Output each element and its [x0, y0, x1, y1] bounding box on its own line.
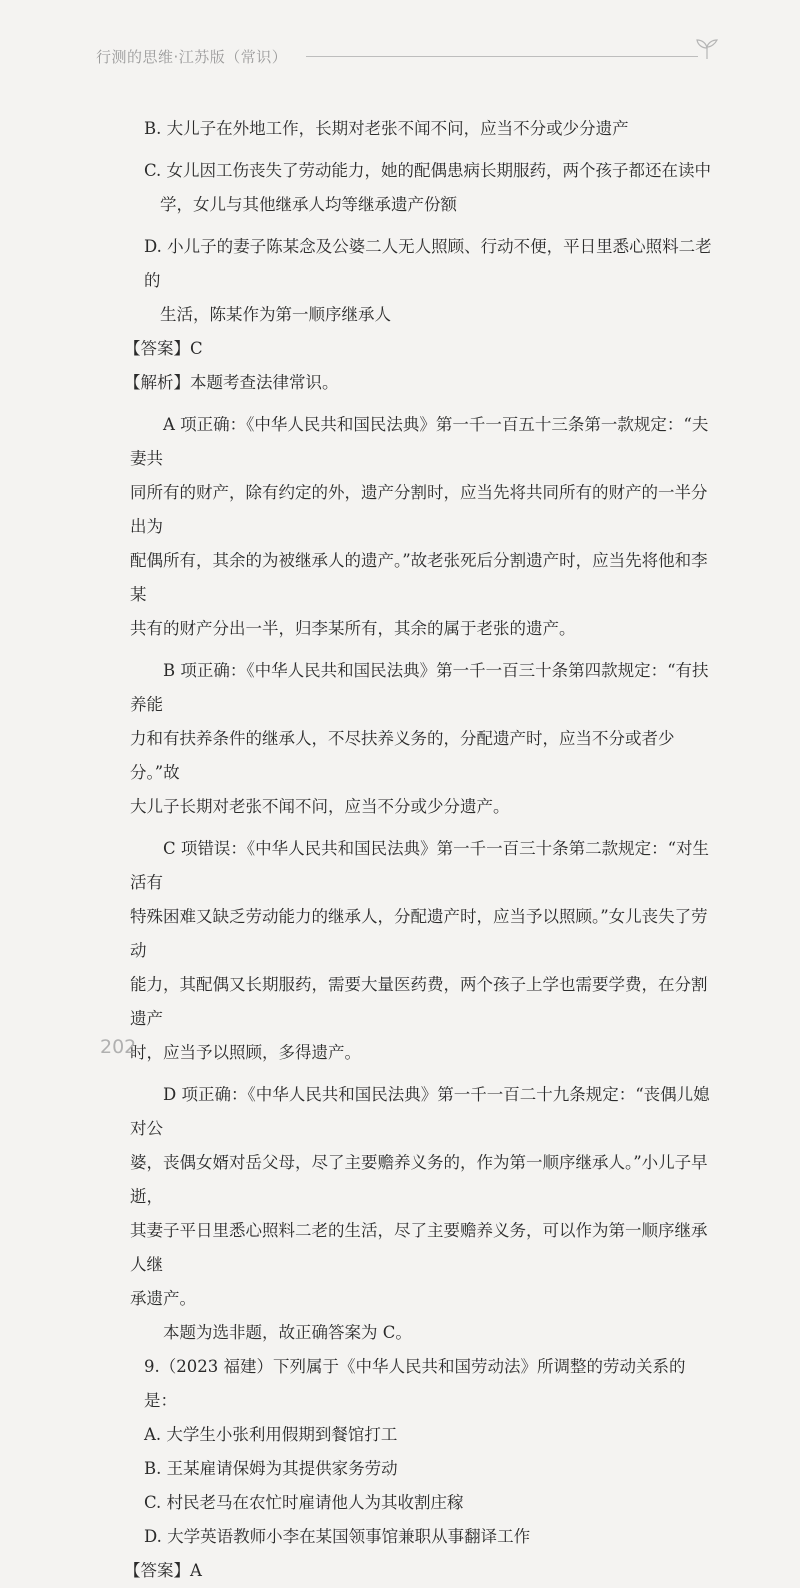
text-line: 承遗产。: [130, 1289, 196, 1308]
question-9-answer: 【答案】A: [124, 1561, 202, 1580]
analysis-paragraph-a: [130, 408, 712, 646]
option-c-line2: 学，女儿与其他继承人均等继承遗产份额: [160, 195, 457, 214]
conclusion: 本题为选非题，故正确答案为 C。: [163, 1323, 412, 1342]
text-line: 配偶所有，其余的为被继承人的遗产。”故老张死后分割遗产时，应当先将他和李某: [130, 551, 708, 604]
running-header: [96, 44, 716, 68]
header-rule: [306, 56, 698, 57]
option-d-line2: 生活，陈某作为第一顺序继承人: [160, 305, 391, 324]
page-number: 202: [100, 1036, 137, 1058]
text-line: 特殊困难又缺乏劳动能力的继承人，分配遗产时，应当予以照顾。”女儿丧失了劳动: [130, 907, 708, 960]
header-title: 行测的思维·江苏版（常识）: [96, 48, 288, 66]
question-9-option-a: A. 大学生小张利用假期到餐馆打工: [144, 1425, 398, 1444]
text-line: B 项正确：《中华人民共和国民法典》第一千一百三十条第四款规定：“有扶养能: [130, 661, 709, 714]
analysis-paragraph-d: [130, 1078, 712, 1316]
text-line: C 项错误：《中华人民共和国民法典》第一千一百三十条第二款规定：“对生活有: [130, 839, 710, 892]
question-9-option-d: D. 大学英语教师小李在某国领事馆兼职从事翻译工作: [144, 1527, 531, 1546]
analysis-paragraph-c: [130, 832, 712, 1070]
analysis-label: 【解析】本题考查法律常识。: [124, 373, 339, 392]
answer-label: 【答案】C: [124, 339, 203, 358]
page-body: [124, 112, 712, 1588]
text-line: A 项正确：《中华人民共和国民法典》第一千一百五十三条第一款规定：“夫妻共: [130, 415, 709, 468]
question-9-option-c: C. 村民老马在农忙时雇请他人为其收割庄稼: [144, 1493, 464, 1512]
text-line: 其妻子平日里悉心照料二老的生活，尽了主要赡养义务，可以作为第一顺序继承人继: [130, 1221, 708, 1274]
sprout-icon: [694, 38, 720, 60]
option-d: [130, 230, 712, 332]
question-9-option-b: B. 王某雇请保姆为其提供家务劳动: [144, 1459, 398, 1478]
text-line: 能力，其配偶又长期服药，需要大量医药费，两个孩子上学也需要学费，在分割遗产: [130, 975, 708, 1028]
text-line: 大儿子长期对老张不闻不问，应当不分或少分遗产。: [130, 797, 510, 816]
text-line: 力和有扶养条件的继承人，不尽扶养义务的，分配遗产时，应当不分或者少分。”故: [130, 729, 675, 782]
text-line: 同所有的财产，除有约定的外，遗产分割时，应当先将共同所有的财产的一半分出为: [130, 483, 708, 536]
option-c: [130, 154, 712, 222]
option-b: [130, 112, 712, 146]
question-9-stem: 9.（2023 福建）下列属于《中华人民共和国劳动法》所调整的劳动关系的是：: [144, 1357, 686, 1410]
text-line: 共有的财产分出一半，归李某所有，其余的属于老张的遗产。: [130, 619, 576, 638]
text-line: 时，应当予以照顾，多得遗产。: [130, 1043, 361, 1062]
option-d-line1: D. 小儿子的妻子陈某念及公婆二人无人照顾、行动不便，平日里悉心照料二老的: [144, 237, 712, 290]
text-line: D 项正确：《中华人民共和国民法典》第一千一百二十九条规定：“丧偶儿媳对公: [130, 1085, 710, 1138]
text-line: 婆，丧偶女婿对岳父母，尽了主要赡养义务的，作为第一顺序继承人。”小儿子早逝，: [130, 1153, 708, 1206]
option-b-text: B. 大儿子在外地工作，长期对老张不闻不问，应当不分或少分遗产: [144, 119, 629, 138]
option-c-line1: C. 女儿因工伤丧失了劳动能力，她的配偶患病长期服药，两个孩子都还在读中: [144, 161, 712, 180]
analysis-paragraph-b: [130, 654, 712, 824]
